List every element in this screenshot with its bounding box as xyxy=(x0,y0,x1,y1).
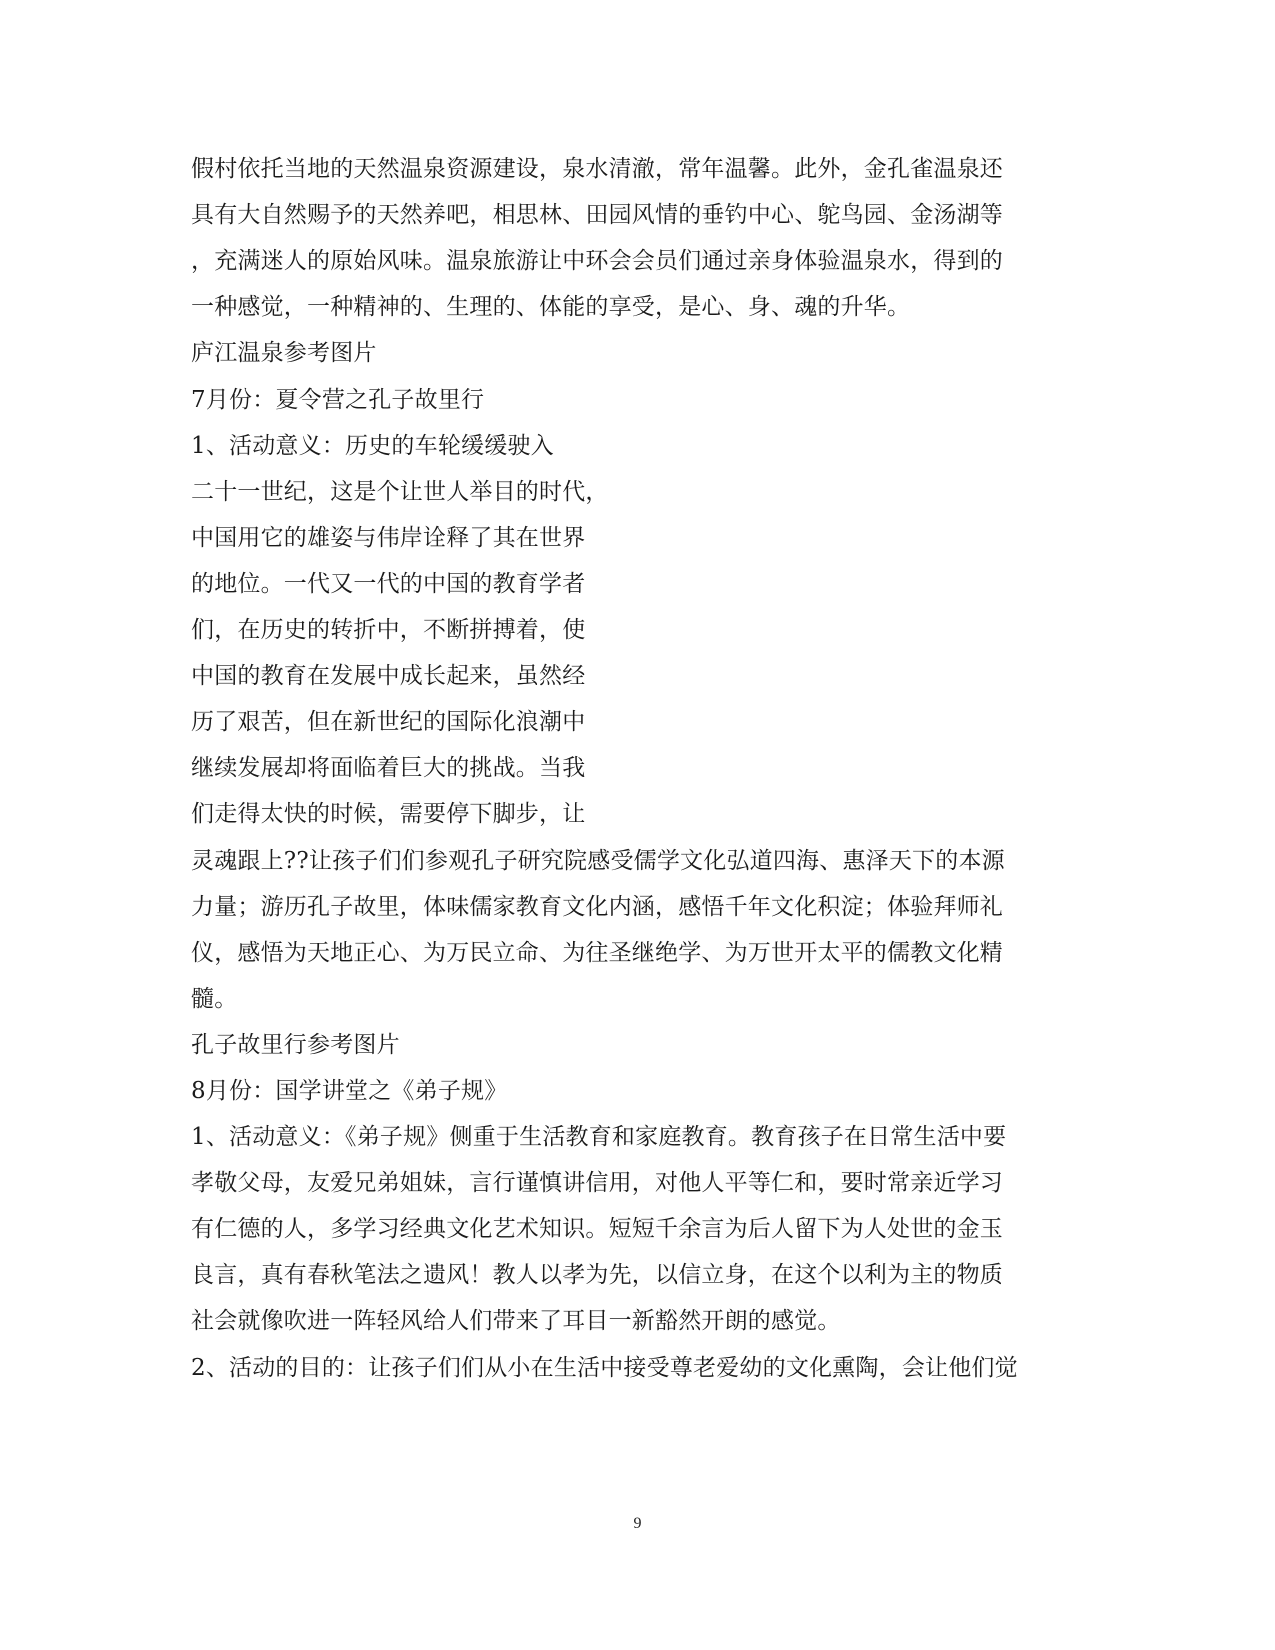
paragraph-line: 髓。 xyxy=(191,986,238,1012)
paragraph-line: 假村依托当地的天然温泉资源建设，泉水清澈，常年温馨。此外，金孔雀温泉还 xyxy=(191,156,1003,182)
paragraph-line: 中国用它的雄姿与伟岸诠释了其在世界 xyxy=(191,525,586,551)
paragraph-line: 有仁德的人，多学习经典文化艺术知识。短短千余言为后人留下为人处世的金玉 xyxy=(191,1216,1003,1242)
paragraph-line: 1、活动意义：历史的车轮缓缓驶入 xyxy=(191,433,554,459)
paragraph-line: 仪，感悟为天地正心、为万民立命、为往圣继绝学、为万世开太平的儒教文化精 xyxy=(191,940,1003,966)
paragraph-line: 们走得太快的时候，需要停下脚步，让 xyxy=(191,801,586,827)
paragraph-line: 中国的教育在发展中成长起来，虽然经 xyxy=(191,663,586,689)
paragraph-line: 良言，真有春秋笔法之遗风！教人以孝为先，以信立身，在这个以利为主的物质 xyxy=(191,1262,1003,1288)
paragraph-line: 继续发展却将面临着巨大的挑战。当我 xyxy=(191,755,586,781)
paragraph-line: 历了艰苦，但在新世纪的国际化浪潮中 xyxy=(191,709,586,735)
paragraph-line: 二十一世纪，这是个让世人举目的时代， xyxy=(191,479,609,505)
paragraph-line: 一种感觉，一种精神的、生理的、体能的享受，是心、身、魂的升华。 xyxy=(191,294,911,320)
section-heading: 庐江温泉参考图片 xyxy=(191,340,377,366)
paragraph-line: ，充满迷人的原始风味。温泉旅游让中环会会员们通过亲身体验温泉水，得到的 xyxy=(191,248,1003,274)
section-heading: 孔子故里行参考图片 xyxy=(191,1032,400,1058)
paragraph-line: 力量；游历孔子故里，体味儒家教育文化内涵，感悟千年文化积淀；体验拜师礼 xyxy=(191,894,1003,920)
paragraph-line: 们，在历史的转折中，不断拼搏着，使 xyxy=(191,617,586,643)
section-heading: 8月份：国学讲堂之《弟子规》 xyxy=(191,1078,508,1104)
section-heading: 7月份：夏令营之孔子故里行 xyxy=(191,387,485,413)
paragraph-line: 灵魂跟上??让孩子们们参观孔子研究院感受儒学文化弘道四海、惠泽天下的本源 xyxy=(191,848,1005,874)
paragraph-line: 社会就像吹进一阵轻风给人们带来了耳目一新豁然开朗的感觉。 xyxy=(191,1308,841,1334)
paragraph-line: 具有大自然赐予的天然养吧，相思林、田园风情的垂钓中心、鸵鸟园、金汤湖等 xyxy=(191,202,1003,228)
paragraph-line: 孝敬父母，友爱兄弟姐妹，言行谨慎讲信用，对他人平等仁和，要时常亲近学习 xyxy=(191,1170,1003,1196)
paragraph-line: 1、活动意义：《弟子规》侧重于生活教育和家庭教育。教育孩子在日常生活中要 xyxy=(191,1124,1007,1150)
page-number: 9 xyxy=(633,1515,642,1532)
paragraph-line: 2、活动的目的：让孩子们们从小在生活中接受尊老爱幼的文化熏陶，会让他们觉 xyxy=(191,1355,1018,1381)
paragraph-line: 的地位。一代又一代的中国的教育学者 xyxy=(191,571,586,597)
